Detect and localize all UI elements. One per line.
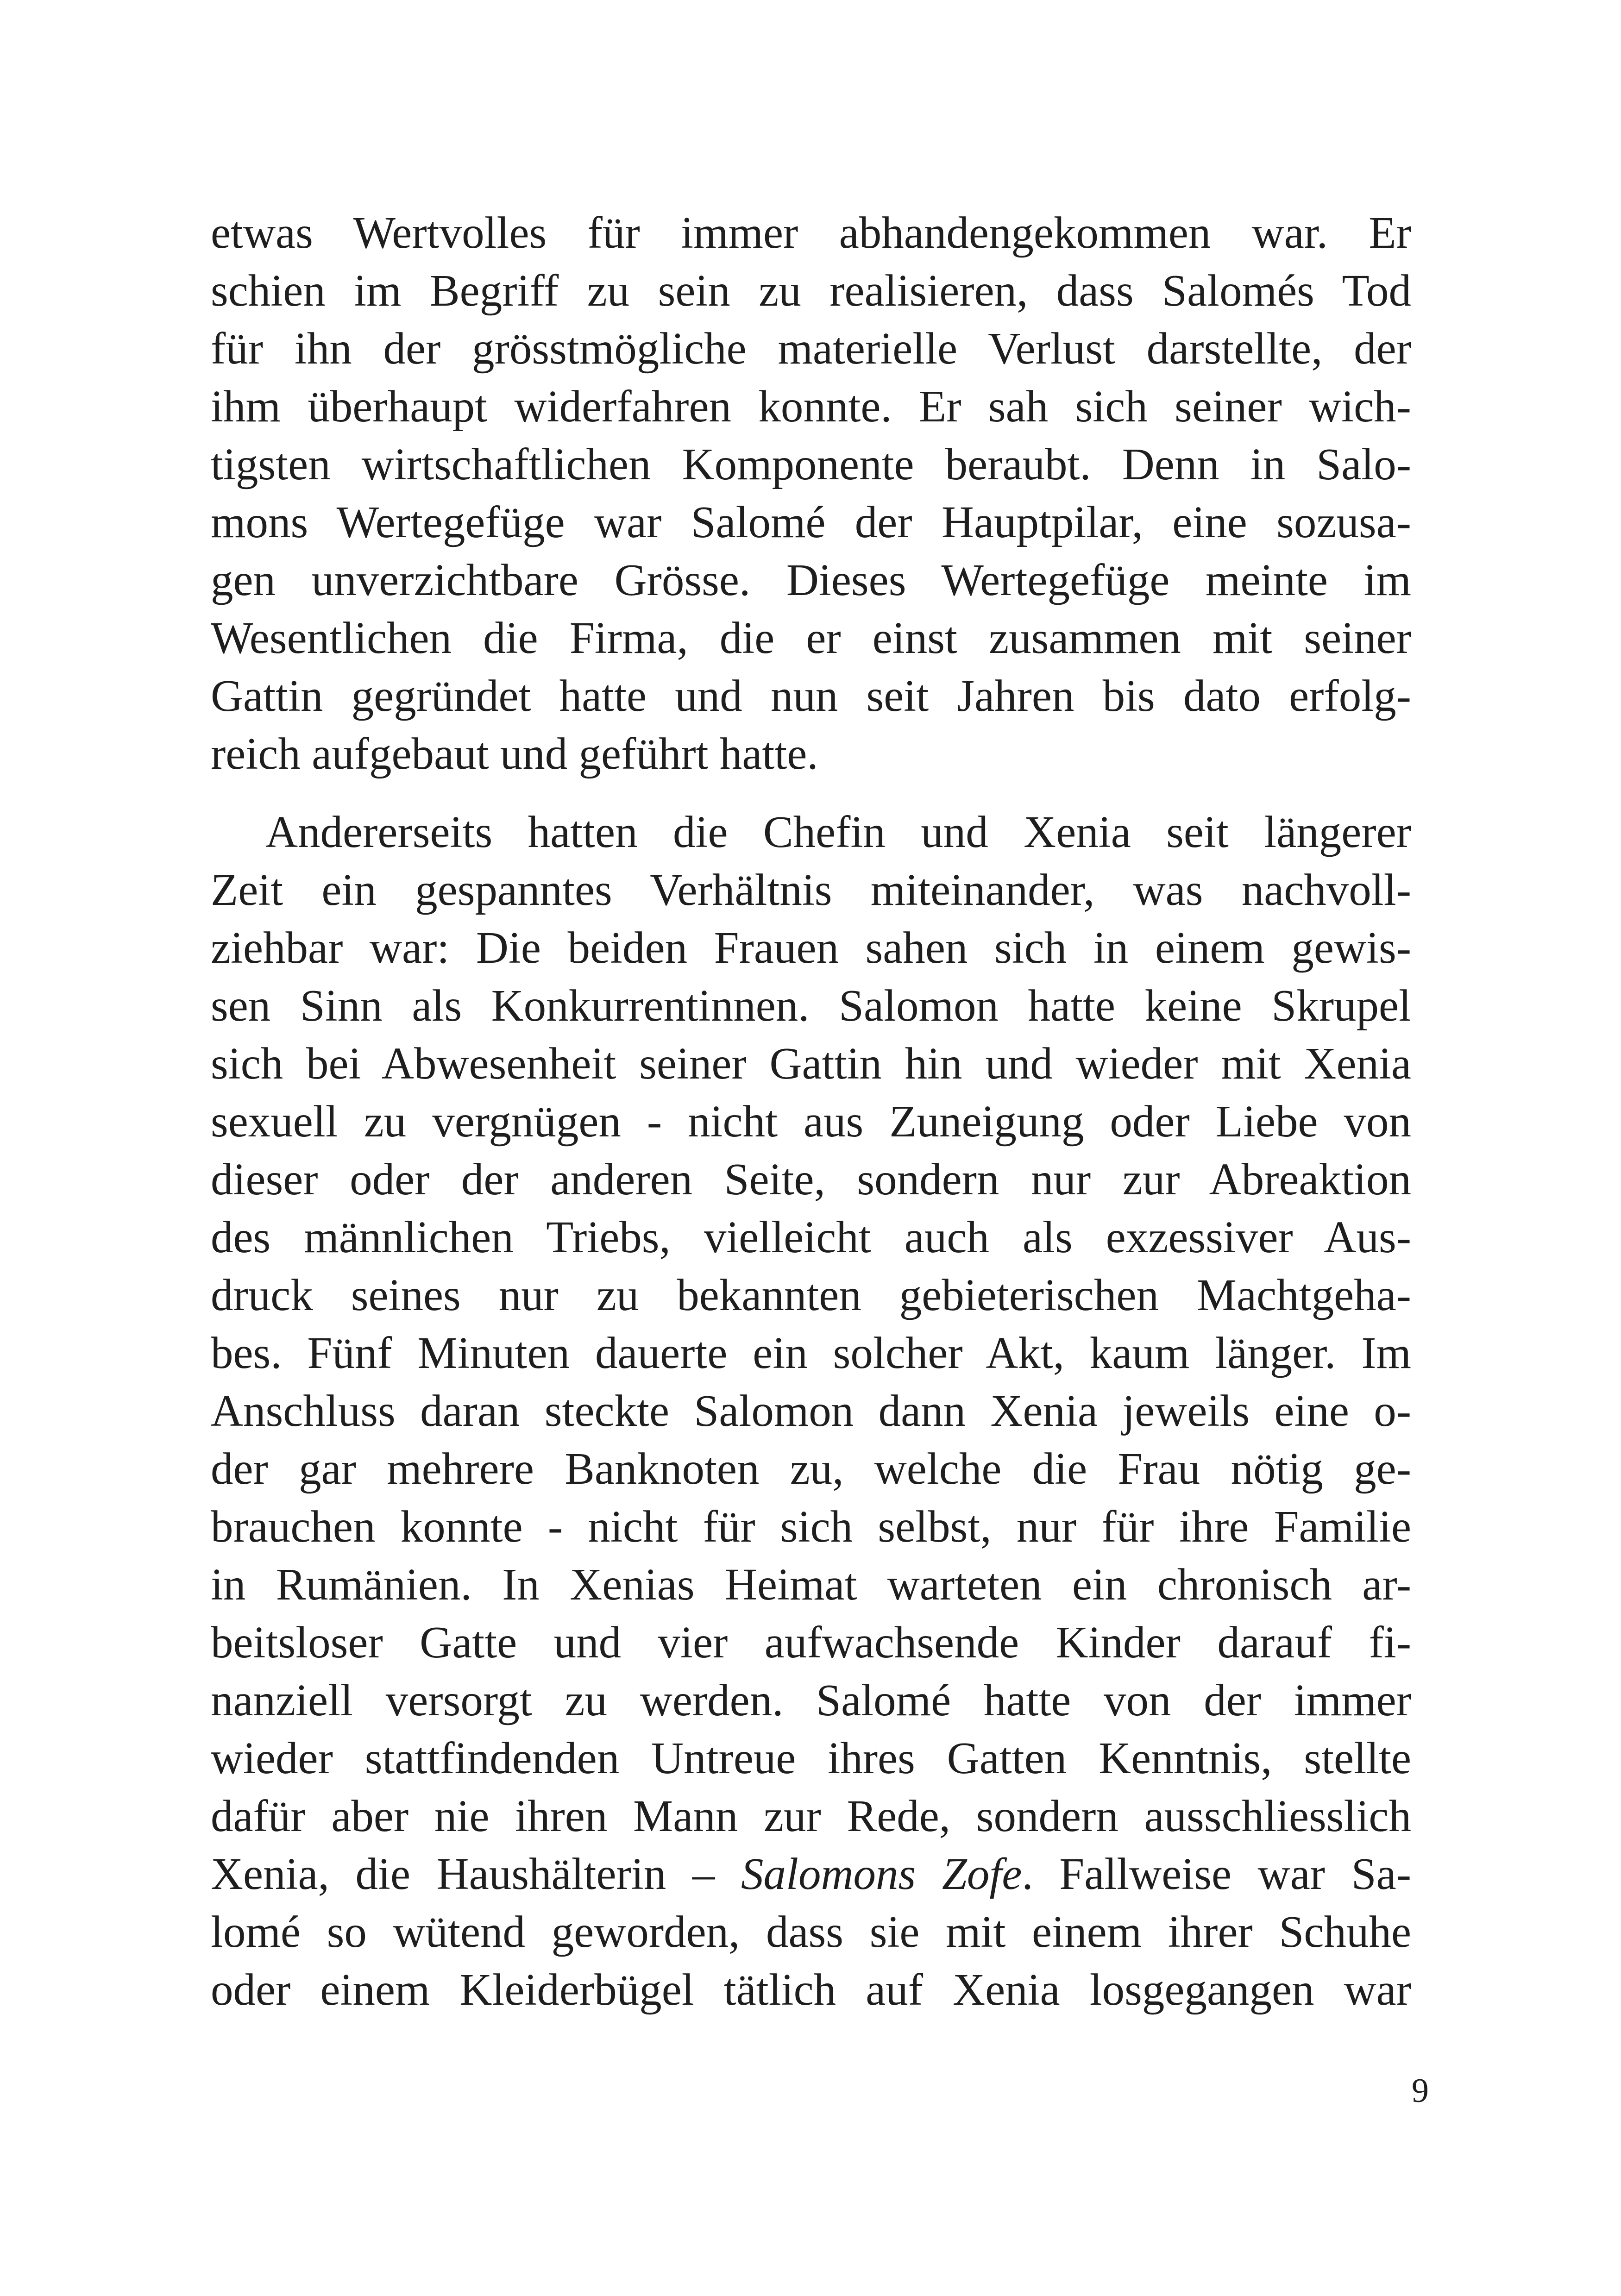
- text-line: in Rumänien. In Xenias Heimat warteten ein chronisch ar-: [211, 1560, 1411, 1609]
- text-segment: Xenia, die Haushälterin –: [211, 1849, 741, 1899]
- text-line: oder einem Kleiderbügel tätlich auf Xenia losgegangen war: [211, 1965, 1411, 2014]
- text-segment: . Fallweise war Sa-: [1022, 1849, 1412, 1899]
- text-line: gen unverzichtbare Grösse. Dieses Wertegefüge meinte im: [211, 555, 1411, 605]
- text-line: Gattin gegründet hatte und nun seit Jahren bis dato erfolg-: [211, 671, 1411, 721]
- text-line: ihm überhaupt widerfahren konnte. Er sah sich seiner wich-: [211, 382, 1411, 431]
- text-line: brauchen konnte - nicht für sich selbst, nur für ihre Familie: [211, 1502, 1411, 1551]
- page-number: 9: [1412, 2072, 1429, 2110]
- text-line: reich aufgebaut und geführt hatte.: [211, 729, 818, 778]
- text-line: druck seines nur zu bekannten gebieterischen Machtgeha-: [211, 1270, 1411, 1320]
- text-line: der gar mehrere Banknoten zu, welche die Frau nötig ge-: [211, 1444, 1411, 1493]
- text-line: sich bei Abwesenheit seiner Gattin hin und wieder mit Xenia: [211, 1039, 1411, 1088]
- text-line: Zeit ein gespanntes Verhältnis miteinander, was nachvoll-: [211, 865, 1411, 915]
- paragraph-gap: [211, 783, 1411, 803]
- text-line-with-italic: [211, 1845, 1411, 1903]
- text-line: tigsten wirtschaftlichen Komponente beraubt. Denn in Salo-: [211, 439, 1411, 489]
- text-line: schien im Begriff zu sein zu realisieren, dass Salomés Tod: [211, 266, 1411, 315]
- text-line: beitsloser Gatte und vier aufwachsende Kinder darauf fi-: [211, 1618, 1411, 1667]
- text-line: etwas Wertvolles für immer abhandengekommen war. Er: [211, 208, 1411, 257]
- text-line: wieder stattfindenden Untreue ihres Gatten Kenntnis, stellte: [211, 1733, 1411, 1783]
- text-line: nanziell versorgt zu werden. Salomé hatte von der immer: [211, 1675, 1411, 1725]
- text-line: des männlichen Triebs, vielleicht auch als exzessiver Aus-: [211, 1212, 1411, 1262]
- text-line: mons Wertegefüge war Salomé der Hauptpilar, eine sozusa-: [211, 497, 1411, 547]
- italic-phrase: Salomons Zofe: [741, 1849, 1022, 1899]
- text-line: Anschluss daran steckte Salomon dann Xenia jeweils eine o-: [211, 1386, 1411, 1436]
- text-line: dafür aber nie ihren Mann zur Rede, sondern ausschliesslich: [211, 1791, 1411, 1841]
- text-line: Wesentlichen die Firma, die er einst zusammen mit seiner: [211, 613, 1411, 663]
- text-line: für ihn der grösstmögliche materielle Verlust darstellte, der: [211, 324, 1411, 373]
- text-line: bes. Fünf Minuten dauerte ein solcher Akt, kaum länger. Im: [211, 1328, 1411, 1378]
- paragraph-2: [211, 803, 1411, 2019]
- paragraph-1: [211, 204, 1411, 783]
- body-text: [211, 204, 1411, 2019]
- text-line: sen Sinn als Konkurrentinnen. Salomon hatte keine Skrupel: [211, 981, 1411, 1030]
- text-line: dieser oder der anderen Seite, sondern nur zur Abreaktion: [211, 1154, 1411, 1204]
- text-line: ziehbar war: Die beiden Frauen sahen sich in einem gewis-: [211, 923, 1411, 972]
- text-line: lomé so wütend geworden, dass sie mit einem ihrer Schuhe: [211, 1907, 1411, 1957]
- text-line: Andererseits hatten die Chefin und Xenia seit längerer: [265, 807, 1411, 857]
- text-line: sexuell zu vergnügen - nicht aus Zuneigung oder Liebe von: [211, 1097, 1411, 1146]
